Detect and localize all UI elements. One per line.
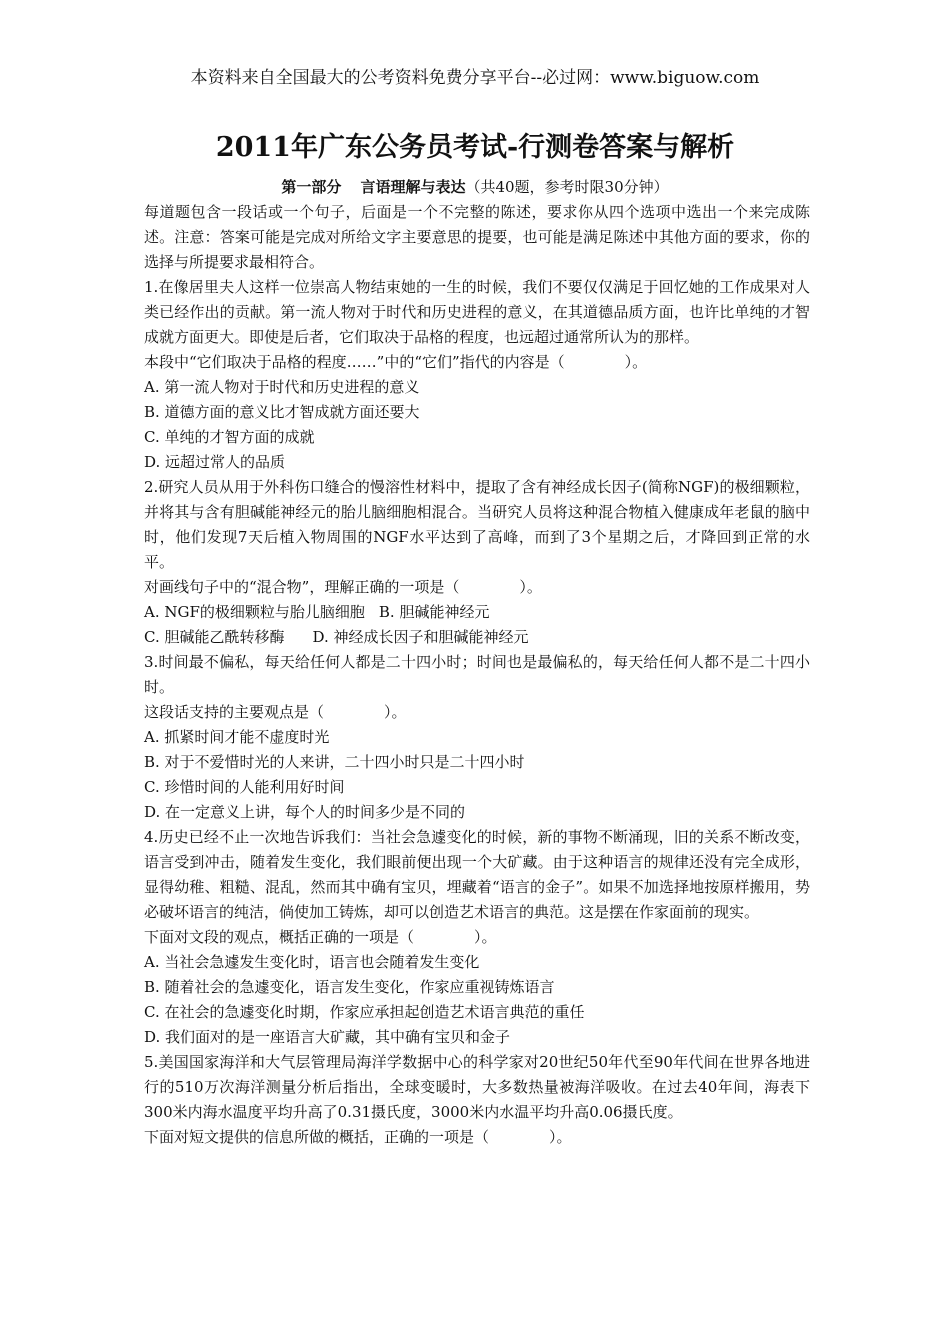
question-2-options-row-2 — [144, 625, 810, 650]
source-header: 本资料来自全国最大的公考资料免费分享平台--必过网：www.biguow.com — [190, 68, 760, 88]
question-3-passage: 3.时间最不偏私，每天给任何人都是二十四小时；时间也是最偏私的，每天给任何人都不是二十四小时。 — [144, 653, 810, 696]
document-body — [144, 200, 810, 1150]
page-title: 2011年广东公务员考试-行测卷答案与解析 — [215, 132, 735, 163]
question-5-passage: 5.美国国家海洋和大气层管理局海洋学数据中心的科学家对20世纪50年代至90年代间在世界各地进行的510万次海洋测量分析后指出，全球变暖时，大多数热量被海洋吸收。在过去40年间，海表下300米内海水温度平均升高了0.31摄氏度，3000米内水温平均升高0.06摄氏度。 — [144, 1053, 810, 1121]
section-note: （共40题，参考时限30分钟） — [465, 178, 669, 196]
question-2-option-a: A. NGF的极细颗粒与胎儿脑细胞 — [144, 603, 365, 621]
question-5-prompt: 下面对短文提供的信息所做的概括，正确的一项是（ ）。 — [144, 1128, 572, 1146]
question-3-option-d: D. 在一定意义上讲，每个人的时间多少是不同的 — [144, 803, 466, 821]
question-3-option-a: A. 抓紧时间才能不虚度时光 — [144, 728, 330, 746]
question-4-option-a: A. 当社会急遽发生变化时，语言也会随着发生变化 — [144, 953, 480, 971]
question-2-option-b: B. 胆碱能神经元 — [378, 603, 490, 621]
question-2-option-d: D. 神经成长因子和胆碱能神经元 — [312, 628, 529, 646]
question-4-passage: 4.历史已经不止一次地告诉我们：当社会急遽变化的时候，新的事物不断涌现，旧的关系不断改变，语言受到冲击，随着发生变化，我们眼前便出现一个大矿藏。由于这种语言的规律还没有完全成形，显得幼稚、粗糙、混乱，然而其中确有宝贝，埋藏着“语言的金子”。如果不加选择地按原样搬用，势必破坏语言的纯洁，倘使加工铸炼，却可以创造艺术语言的典范。这是摆在作家面前的现实。 — [144, 828, 810, 921]
question-2-prompt: 对画线句子中的“混合物”，理解正确的一项是（ ）。 — [144, 578, 542, 596]
question-2-options-row-1 — [144, 600, 810, 625]
instructions: 每道题包含一段话或一个句子，后面是一个不完整的陈述，要求你从四个选项中选出一个来完成陈述。注意：答案可能是完成对所给文字主要意思的提要，也可能是满足陈述中其他方面的要求，你的选择与所提要求最相符合。 — [144, 203, 810, 271]
question-3-option-b: B. 对于不爱惜时光的人来讲，二十四小时只是二十四小时 — [144, 753, 525, 771]
question-1-option-d: D. 远超过常人的品质 — [144, 453, 286, 471]
question-1-prompt: 本段中“它们取决于品格的程度……”中的“它们”指代的内容是（ ）。 — [144, 353, 648, 371]
question-2-option-c: C. 胆碱能乙酰转移酶 — [144, 628, 285, 646]
question-2-passage: 2.研究人员从用于外科伤口缝合的慢溶性材料中，提取了含有神经成长因子(简称NGF)的极细颗粒，并将其与含有胆碱能神经元的胎儿脑细胞相混合。当研究人员将这种混合物植入健康成年老鼠的脑中时，他们发现7天后植入物周围的NGF水平达到了高峰，而到了3个星期之后，才降回到正常的水平。 — [144, 478, 810, 571]
question-4-option-c: C. 在社会的急遽变化时期，作家应承担起创造艺术语言典范的重任 — [144, 1003, 585, 1021]
question-3-option-c: C. 珍惜时间的人能利用好时间 — [144, 778, 345, 796]
section-label: 第一部分 — [281, 178, 342, 196]
question-4-prompt: 下面对文段的观点，概括正确的一项是（ ）。 — [144, 928, 497, 946]
question-1-option-c: C. 单纯的才智方面的成就 — [144, 428, 315, 446]
question-3-prompt: 这段话支持的主要观点是（ ）。 — [144, 703, 407, 721]
section-name: 言语理解与表达 — [360, 178, 466, 196]
question-4-option-d: D. 我们面对的是一座语言大矿藏，其中确有宝贝和金子 — [144, 1028, 511, 1046]
section-heading — [0, 176, 950, 198]
question-1-option-a: A. 第一流人物对于时代和历史进程的意义 — [144, 378, 420, 396]
question-4-option-b: B. 随着社会的急遽变化，语言发生变化，作家应重视铸炼语言 — [144, 978, 555, 996]
question-1-option-b: B. 道德方面的意义比才智成就方面还要大 — [144, 403, 420, 421]
question-1-passage: 1.在像居里夫人这样一位崇高人物结束她的一生的时候，我们不要仅仅满足于回忆她的工作成果对人类已经作出的贡献。第一流人物对于时代和历史进程的意义，在其道德品质方面，也许比单纯的才智成就方面更大。即使是后者，它们取决于品格的程度，也远超过通常所认为的那样。 — [144, 278, 810, 346]
